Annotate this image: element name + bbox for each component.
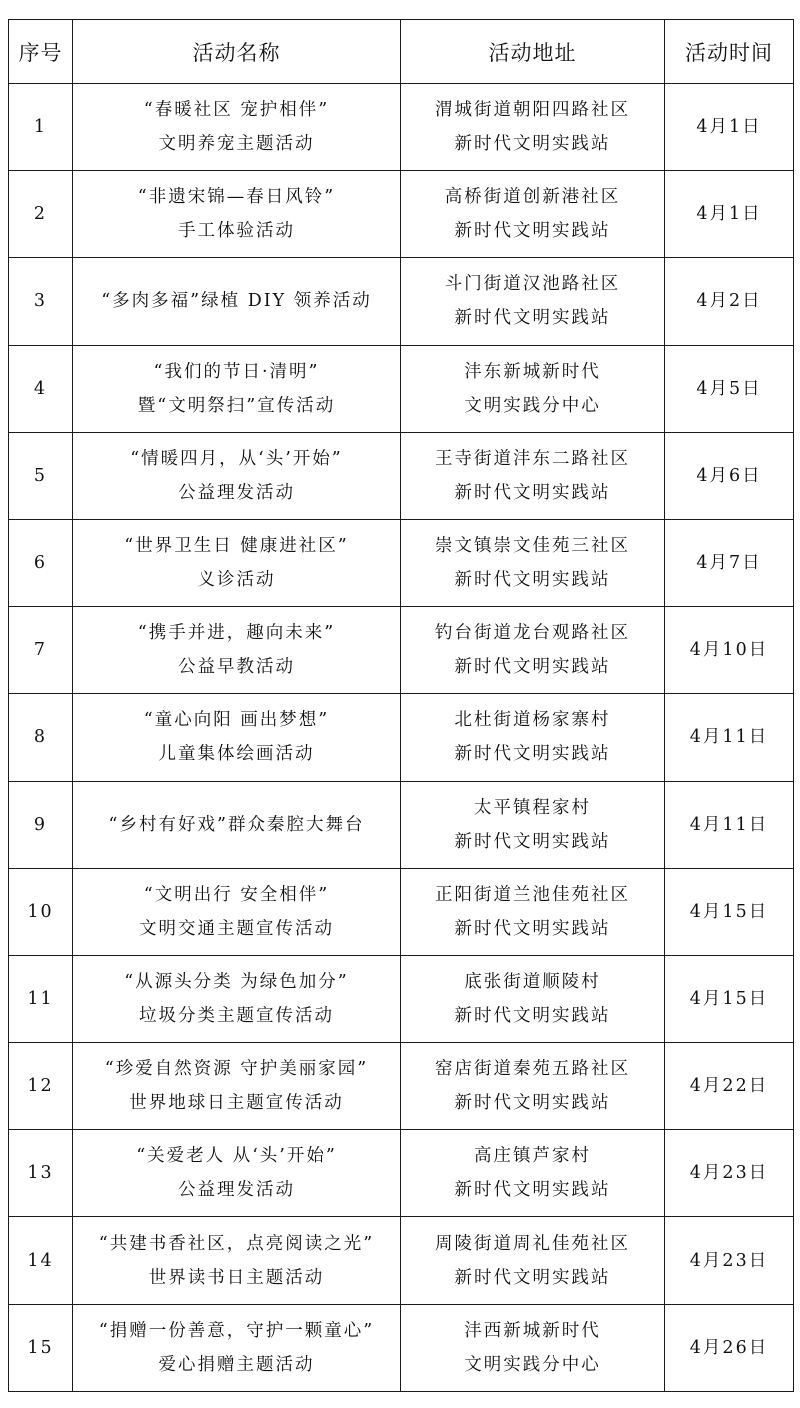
activity-name-cell <box>73 868 401 955</box>
activity-address-line: 高庄镇芦家村 <box>474 1146 591 1167</box>
activity-name-line: “童心向阳 画出梦想” <box>143 710 330 731</box>
row-number: 8 <box>9 694 73 781</box>
activity-name-line: 垃圾分类主题宣传活动 <box>139 1005 334 1026</box>
activity-name-line: “乡村有好戏”群众秦腔大舞台 <box>108 814 365 835</box>
activity-address-line: 新时代文明实践站 <box>454 1267 611 1288</box>
activity-address-line: 新时代文明实践站 <box>454 1093 611 1114</box>
activity-name-line: “春暖社区 宠护相伴” <box>143 100 330 121</box>
activity-name-cell <box>73 1130 401 1217</box>
activity-date: 4月15日 <box>665 955 794 1042</box>
activity-address-line: 崇文镇崇文佳苑三社区 <box>435 536 630 557</box>
activity-address-line: 王寺街道沣东二路社区 <box>435 448 630 469</box>
activity-name-line: 手工体验活动 <box>178 221 295 242</box>
row-number: 5 <box>9 432 73 519</box>
activity-name-line: “从源头分类 为绿色加分” <box>124 971 349 992</box>
activity-name-line: “非遗宋锦—春日风铃” <box>137 187 336 208</box>
activity-name-cell <box>73 1043 401 1130</box>
activity-name-cell <box>73 258 401 345</box>
header-address: 活动地址 <box>401 20 665 84</box>
activity-name-line: “捐赠一份善意，守护一颗童心” <box>98 1320 375 1341</box>
row-number: 12 <box>9 1043 73 1130</box>
header-name: 活动名称 <box>73 20 401 84</box>
activity-name-line: 公益早教活动 <box>178 657 295 678</box>
activity-address-line: 新时代文明实践站 <box>454 308 611 329</box>
activity-address-line: 钓台街道龙台观路社区 <box>435 623 630 644</box>
row-number: 14 <box>9 1217 73 1304</box>
activity-name-line: 义诊活动 <box>197 570 276 591</box>
row-number: 7 <box>9 607 73 694</box>
activity-name-line: “文明出行 安全相伴” <box>143 884 330 905</box>
activity-name-line: 世界地球日主题宣传活动 <box>129 1093 344 1114</box>
header-row <box>9 20 794 84</box>
activity-address-line: 斗门街道汉池路社区 <box>444 274 621 295</box>
activity-address-cell <box>401 607 665 694</box>
row-number: 2 <box>9 171 73 258</box>
row-number: 9 <box>9 781 73 868</box>
activity-address-line: 新时代文明实践站 <box>454 134 611 155</box>
row-number: 11 <box>9 955 73 1042</box>
activity-address-cell <box>401 345 665 432</box>
activity-address-line: 新时代文明实践站 <box>454 918 611 939</box>
activity-address-cell <box>401 781 665 868</box>
activity-name-cell <box>73 519 401 606</box>
table-row <box>9 1130 794 1217</box>
activity-name-line: 儿童集体绘画活动 <box>158 744 315 765</box>
activity-name-line: “携手并进，趣向未来” <box>137 623 336 644</box>
header-no: 序号 <box>9 20 73 84</box>
table-row <box>9 1217 794 1304</box>
activity-address-line: 沣东新城新时代 <box>464 361 601 382</box>
activity-name-line: “关爱老人 从‘头’开始” <box>136 1146 337 1167</box>
table-row <box>9 432 794 519</box>
row-number: 13 <box>9 1130 73 1217</box>
activity-address-line: 新时代文明实践站 <box>454 831 611 852</box>
table-row <box>9 607 794 694</box>
activity-name-line: “共建书香社区，点亮阅读之光” <box>98 1233 375 1254</box>
activity-address-cell <box>401 955 665 1042</box>
activity-name-cell <box>73 84 401 171</box>
activity-date: 4月2日 <box>665 258 794 345</box>
activity-name-line: 世界读书日主题活动 <box>148 1267 325 1288</box>
row-number: 15 <box>9 1304 73 1391</box>
activity-date: 4月15日 <box>665 868 794 955</box>
activity-name-line: 文明养宠主题活动 <box>158 134 315 155</box>
activity-address-line: 正阳街道兰池佳苑社区 <box>435 884 630 905</box>
activity-address-cell <box>401 1043 665 1130</box>
activity-address-cell <box>401 519 665 606</box>
activity-name-cell <box>73 781 401 868</box>
activity-date: 4月1日 <box>665 84 794 171</box>
table-row <box>9 868 794 955</box>
activity-date: 4月11日 <box>665 781 794 868</box>
table-row <box>9 345 794 432</box>
activity-date: 4月10日 <box>665 607 794 694</box>
table-row <box>9 955 794 1042</box>
activity-date: 4月11日 <box>665 694 794 781</box>
activity-address-line: 太平镇程家村 <box>474 797 591 818</box>
row-number: 3 <box>9 258 73 345</box>
activity-date: 4月23日 <box>665 1130 794 1217</box>
table-body <box>9 84 794 1392</box>
activity-address-cell <box>401 868 665 955</box>
activity-address-cell <box>401 694 665 781</box>
activity-address-line: 新时代文明实践站 <box>454 1180 611 1201</box>
activity-date: 4月6日 <box>665 432 794 519</box>
activity-address-line: 新时代文明实践站 <box>454 744 611 765</box>
activity-address-line: 渭城街道朝阳四路社区 <box>435 100 630 121</box>
activity-name-cell <box>73 607 401 694</box>
activity-name-cell <box>73 432 401 519</box>
activity-name-line: 公益理发活动 <box>178 1180 295 1201</box>
activity-date: 4月5日 <box>665 345 794 432</box>
activity-address-cell <box>401 84 665 171</box>
table-row <box>9 84 794 171</box>
activity-address-cell <box>401 432 665 519</box>
activity-address-line: 北杜街道杨家寨村 <box>454 710 611 731</box>
table-row <box>9 171 794 258</box>
activity-address-line: 文明实践分中心 <box>464 395 601 416</box>
activity-name-line: 文明交通主题宣传活动 <box>139 918 334 939</box>
activity-address-line: 高桥街道创新港社区 <box>444 187 621 208</box>
row-number: 6 <box>9 519 73 606</box>
table-row <box>9 1043 794 1130</box>
table-row <box>9 519 794 606</box>
activity-address-cell <box>401 1217 665 1304</box>
activity-name-cell <box>73 345 401 432</box>
activity-name-cell <box>73 694 401 781</box>
activity-name-line: 公益理发活动 <box>178 482 295 503</box>
activity-address-line: 文明实践分中心 <box>464 1354 601 1375</box>
table-row <box>9 258 794 345</box>
activity-address-line: 窑店街道秦苑五路社区 <box>435 1059 630 1080</box>
activity-name-line: “世界卫生日 健康进社区” <box>124 536 349 557</box>
activity-date: 4月1日 <box>665 171 794 258</box>
activity-name-line: “珍爱自然资源 守护美丽家园” <box>104 1059 369 1080</box>
activity-address-cell <box>401 1130 665 1217</box>
row-number: 1 <box>9 84 73 171</box>
activity-name-line: “我们的节日·清明” <box>153 361 320 382</box>
activity-address-line: 新时代文明实践站 <box>454 221 611 242</box>
activity-name-line: “多肉多福”绿植 DIY 领养活动 <box>101 291 372 312</box>
activity-address-line: 新时代文明实践站 <box>454 657 611 678</box>
activity-address-cell <box>401 1304 665 1391</box>
row-number: 4 <box>9 345 73 432</box>
activity-name-cell <box>73 171 401 258</box>
activity-name-cell <box>73 1217 401 1304</box>
activity-address-line: 沣西新城新时代 <box>464 1320 601 1341</box>
activity-schedule-table <box>8 19 794 1392</box>
activity-name-cell <box>73 955 401 1042</box>
activity-address-cell <box>401 258 665 345</box>
activity-address-line: 底张街道顺陵村 <box>464 971 601 992</box>
activity-name-cell <box>73 1304 401 1391</box>
activity-date: 4月23日 <box>665 1217 794 1304</box>
activity-name-line: 暨“文明祭扫”宣传活动 <box>137 395 336 416</box>
activity-address-line: 新时代文明实践站 <box>454 482 611 503</box>
table-row <box>9 781 794 868</box>
activity-date: 4月26日 <box>665 1304 794 1391</box>
table-row <box>9 694 794 781</box>
activity-address-cell <box>401 171 665 258</box>
table-row <box>9 1304 794 1391</box>
activity-date: 4月7日 <box>665 519 794 606</box>
activity-name-line: 爱心捐赠主题活动 <box>158 1354 315 1375</box>
activity-address-line: 新时代文明实践站 <box>454 1005 611 1026</box>
header-date: 活动时间 <box>665 20 794 84</box>
activity-address-line: 新时代文明实践站 <box>454 570 611 591</box>
activity-date: 4月22日 <box>665 1043 794 1130</box>
row-number: 10 <box>9 868 73 955</box>
activity-address-line: 周陵街道周礼佳苑社区 <box>435 1233 630 1254</box>
activity-name-line: “情暖四月，从‘头’开始” <box>130 448 343 469</box>
